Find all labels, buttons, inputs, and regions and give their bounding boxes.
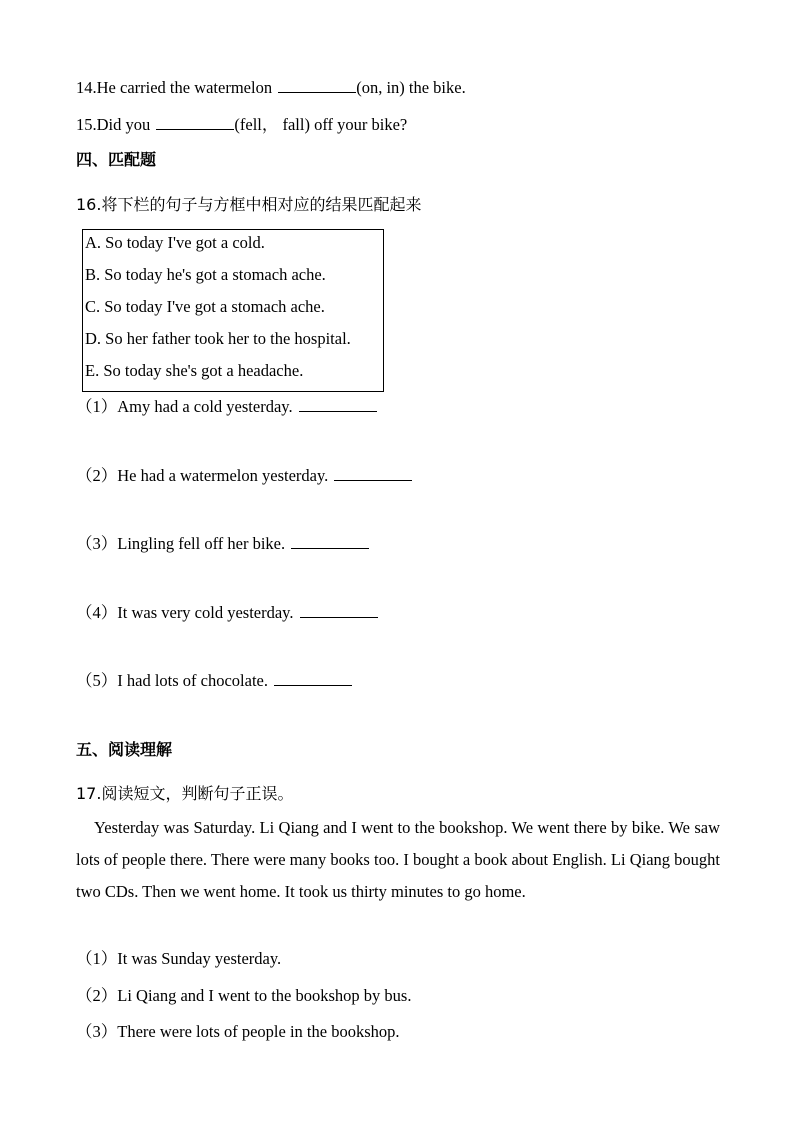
options-box [82, 229, 384, 392]
reading-passage: Yesterday was Saturday. Li Qiang and I went to the bookshop. We went there by bike. We saw lots of people there. There were many books too. I bought a book about English. Li Qiang bought two CDs. Then we went home. It took us thirty minutes to go home. [76, 818, 720, 901]
match-item-1-text: （1）Amy had a cold yesterday. [76, 397, 297, 416]
question-14-options: (on, in) the bike. [356, 78, 466, 97]
match-item-5-text: （5）I had lots of chocolate. [76, 671, 273, 690]
option-b: B. So today he's got a stomach ache. [85, 265, 326, 284]
question-14 [76, 78, 466, 98]
option-c: C. So today I've got a stomach ache. [85, 297, 325, 316]
section-5-heading: 五、阅读理解 [76, 740, 173, 759]
answer-blank-16-3[interactable] [291, 534, 369, 549]
answer-blank-14[interactable] [278, 78, 356, 93]
question-16-instruction: 16.将下栏的句子与方框中相对应的结果匹配起来 [76, 195, 422, 214]
match-item-3-text: （3）Lingling fell off her bike. [76, 534, 290, 553]
match-item-5 [76, 671, 352, 691]
match-item-3 [76, 534, 369, 554]
option-d: D. So her father took her to the hospital. [85, 329, 351, 348]
answer-blank-16-1[interactable] [299, 397, 377, 412]
answer-blank-16-2[interactable] [334, 466, 412, 481]
question-15-text: 15.Did you [76, 115, 155, 134]
option-a: A. So today I've got a cold. [85, 233, 265, 252]
match-item-4-text: （4）It was very cold yesterday. [76, 603, 298, 622]
match-item-1 [76, 397, 377, 417]
statement-1: （1）It was Sunday yesterday. [76, 949, 282, 968]
question-14-text: 14.He carried the watermelon [76, 78, 277, 97]
match-item-2 [76, 466, 412, 486]
answer-blank-16-5[interactable] [274, 671, 352, 686]
option-e: E. So today she's got a headache. [85, 361, 304, 380]
section-4-heading: 四、匹配题 [76, 150, 157, 169]
question-17-instruction: 17.阅读短文，判断句子正误。 [76, 784, 294, 803]
answer-blank-15[interactable] [156, 115, 234, 130]
match-item-2-text: （2）He had a watermelon yesterday. [76, 466, 333, 485]
answer-blank-16-4[interactable] [300, 603, 378, 618]
statement-3: （3）There were lots of people in the bookshop. [76, 1022, 400, 1041]
question-15 [76, 115, 407, 135]
match-item-4 [76, 603, 378, 623]
question-15-options: (fell， fall) off your bike? [234, 115, 408, 134]
statement-2: （2）Li Qiang and I went to the bookshop by bus. [76, 986, 412, 1005]
